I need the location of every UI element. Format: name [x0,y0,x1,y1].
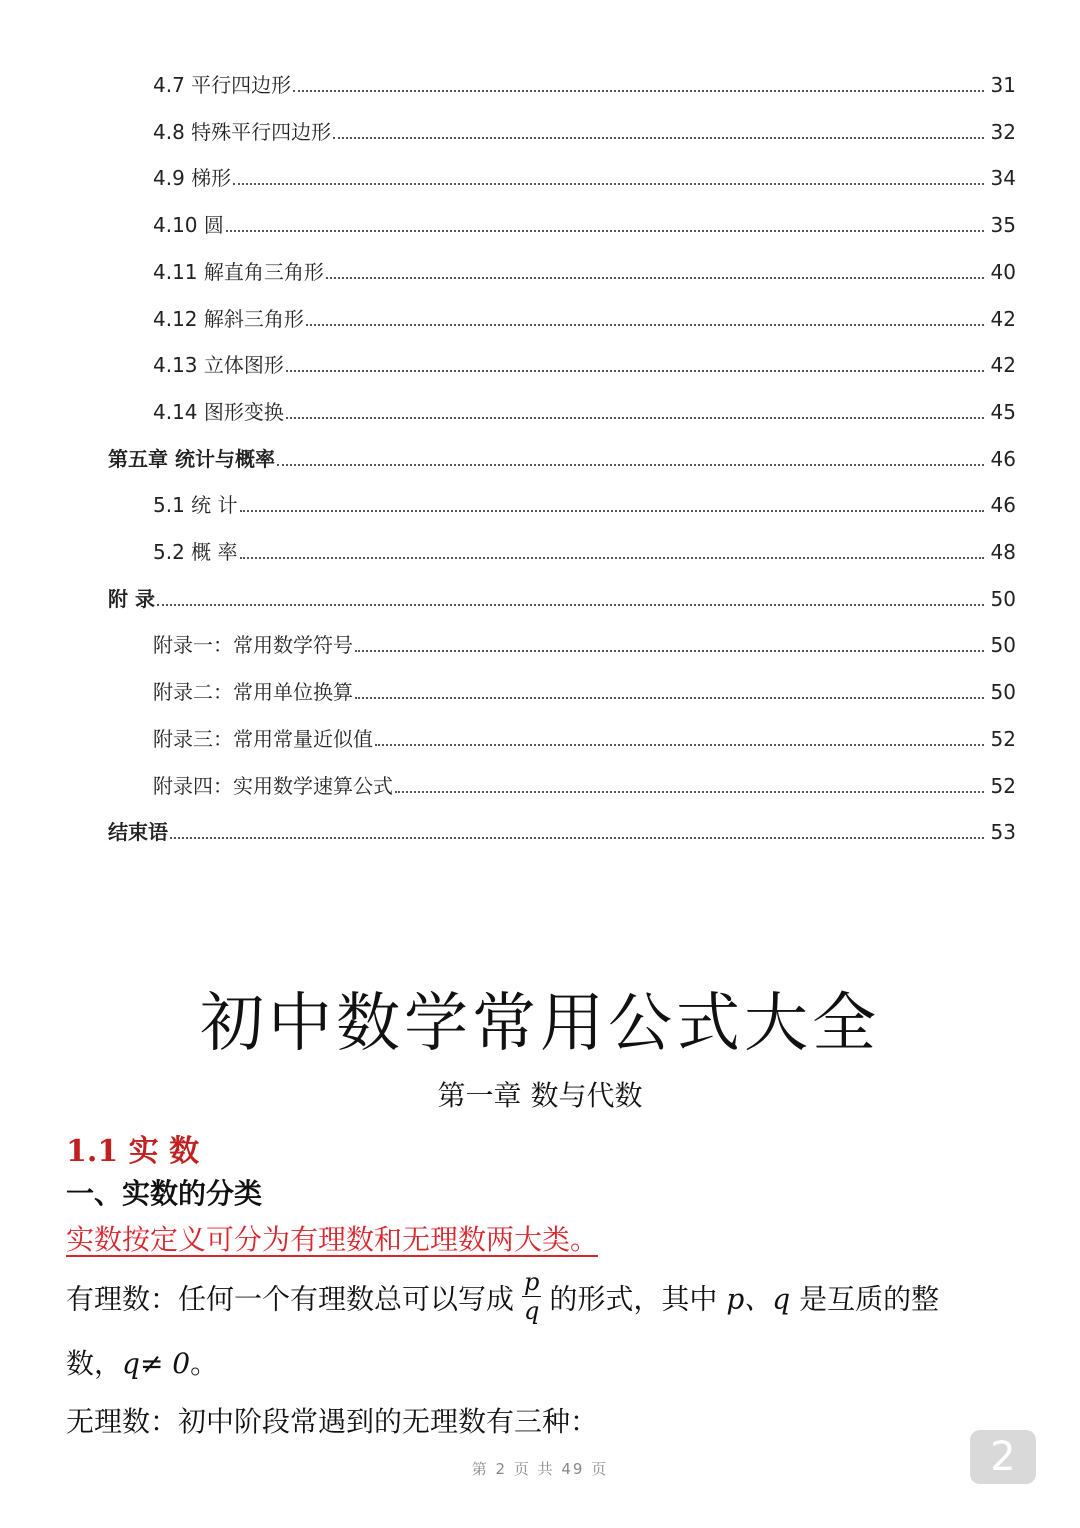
toc-entry-page: 35 [990,213,1016,238]
toc-leader-dots [226,230,984,232]
chapter-heading: 第一章 数与代数 [437,1079,643,1112]
toc-leader-dots [286,417,984,419]
toc-leader-dots [157,604,984,606]
toc-entry [0,618,1080,658]
toc-entry [0,665,1080,705]
toc-entry [0,385,1080,425]
toc-entry-page: 52 [990,726,1016,751]
toc-leader-dots [233,183,984,185]
page-number-badge: 2 [970,1430,1036,1484]
toc-entry-label: 4.13 立体图形 [153,353,284,378]
toc-entry [0,712,1080,752]
toc-entry [0,759,1080,799]
toc-entry-label: 4.8 特殊平行四边形 [153,119,332,144]
toc-entry [0,525,1080,565]
toc-entry-label: 4.11 解直角三角形 [153,259,324,284]
irrational-definition: 无理数：初中阶段常遇到的无理数有三种： [66,1405,599,1438]
toc-leader-dots [240,510,984,512]
rational-line2-math: q≠ 0 [122,1347,191,1380]
toc-entry-label: 4.10 圆 [153,213,224,238]
toc-entry [0,572,1080,612]
rational-definition-line1 [66,1268,940,1329]
section-heading: 1.1 实 数 [66,1134,200,1169]
fraction-p-over-q [522,1268,541,1325]
rational-suffix: 是互质的整 [799,1282,940,1316]
document-title: 初中数学常用公式大全 [200,987,880,1061]
rational-vars: p、q [726,1282,791,1316]
fraction-numerator: p [524,1268,540,1296]
rational-prefix: 有理数：任何一个有理数总可以写成 [66,1282,515,1316]
fraction-denominator: q [524,1297,540,1325]
toc-entry-label: 附 录 [108,586,155,611]
toc-entry-page: 50 [990,633,1016,658]
toc-entry-label: 结束语 [108,820,168,845]
toc-entry [0,478,1080,518]
toc-leader-dots [355,697,984,699]
toc-entry-page: 46 [990,493,1016,518]
toc-entry [0,198,1080,238]
rational-line2-prefix: 数， [66,1347,123,1380]
toc-leader-dots [326,277,984,279]
toc-entry-label: 4.9 梯形 [153,166,232,191]
toc-entry [0,105,1080,145]
toc-entry [0,805,1080,845]
toc-entry-label: 4.7 平行四边形 [153,73,292,97]
toc-leader-dots [286,370,984,372]
toc-leader-dots [240,557,984,559]
rational-definition-line2 [66,1342,218,1382]
toc-leader-dots [293,90,984,92]
toc-leader-dots [395,791,984,793]
rational-mid: 的形式，其中 [549,1282,718,1316]
toc-entry-page: 52 [990,773,1016,798]
toc-entry [0,245,1080,285]
toc-entry [0,151,1080,191]
toc-entry [0,338,1080,378]
toc-entry-page: 50 [990,680,1016,705]
toc-entry-label: 第五章 统计与概率 [108,446,275,471]
toc-entry-page: 48 [990,540,1016,564]
toc-entry-label: 4.14 图形变换 [153,399,284,424]
highlighted-statement: 实数按定义可分为有理数和无理数两大类。 [66,1223,599,1256]
toc-entry [0,432,1080,472]
toc-entry-page: 53 [990,820,1016,845]
toc-leader-dots [333,137,984,139]
page-footer: 第 2 页 共 49 页 [471,1460,609,1478]
toc-leader-dots [306,324,984,326]
toc-entry-page: 46 [990,446,1016,471]
toc-entry-label: 5.2 概 率 [153,540,238,564]
toc-entry [0,292,1080,332]
toc-entry-page: 45 [990,399,1016,424]
toc-entry-page: 42 [990,306,1016,331]
toc-entry-label: 附录三：常用常量近似值 [153,726,373,751]
rational-line2-suffix: 。 [190,1347,219,1380]
subsection-heading: 一、实数的分类 [66,1177,263,1210]
toc-leader-dots [355,650,984,652]
toc-entry-page: 31 [990,73,1016,97]
toc-entry [0,58,1080,98]
toc-leader-dots [170,837,984,839]
toc-entry-label: 5.1 统 计 [153,493,238,518]
toc-entry-label: 4.12 解斜三角形 [153,306,304,331]
toc-entry-page: 32 [990,119,1016,144]
toc-leader-dots [277,464,984,466]
toc-entry-label: 附录一：常用数学符号 [153,633,353,658]
toc-entry-page: 42 [990,353,1016,378]
toc-entry-label: 附录二：常用单位换算 [153,680,353,705]
toc-leader-dots [375,744,984,746]
toc-entry-label: 附录四：实用数学速算公式 [153,773,393,798]
toc-entry-page: 34 [990,166,1016,191]
toc-entry-page: 50 [990,586,1016,611]
toc-entry-page: 40 [990,259,1016,284]
